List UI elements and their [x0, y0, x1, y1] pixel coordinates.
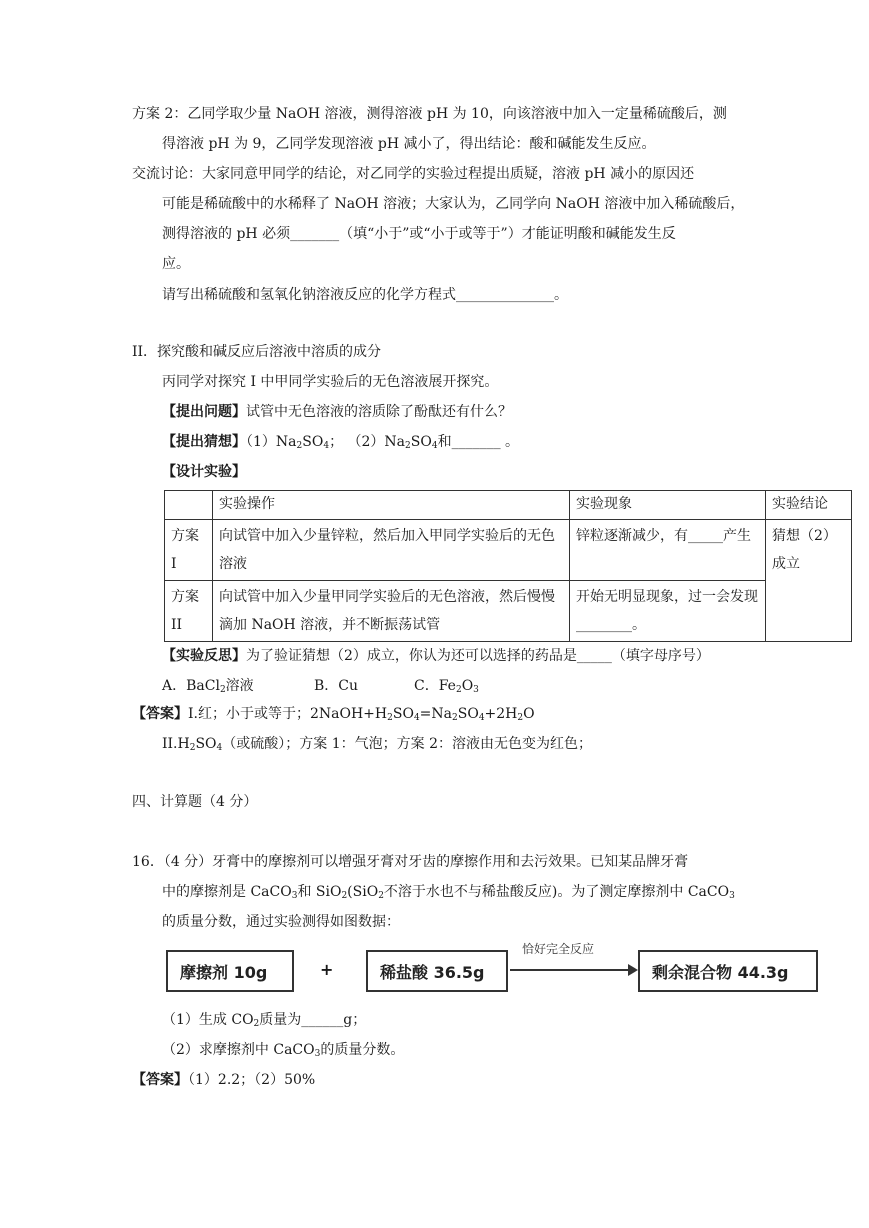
arrow-icon	[510, 962, 640, 978]
answer-1	[132, 704, 535, 724]
reflection-line	[162, 646, 710, 666]
conclusion-cell: 猜想（2）成立	[766, 520, 852, 642]
discussion-line-2: 可能是稀硫酸中的水稀释了 NaOH 溶液；大家认为，乙同学向 NaOH 溶液中加入稀硫酸后，	[162, 196, 745, 212]
table-header-cell	[165, 491, 213, 520]
operation-cell: 向试管中加入少量锌粒，然后加入甲同学实验后的无色溶液	[213, 520, 570, 581]
equation-prompt: 请写出稀硫酸和氢氧化钠溶液反应的化学方程式______________。	[162, 287, 568, 303]
answer-tag: 【答案】	[132, 706, 188, 722]
option-a: A．BaCl$_2$溶液	[162, 678, 254, 695]
section-2-intro: 丙同学对探究 I 中甲同学实验后的无色溶液展开探究。	[162, 374, 499, 390]
q16-line-3: 的质量分数，通过实验测得如图数据：	[162, 914, 400, 930]
plan2-line-1: 方案 2：乙同学取少量 NaOH 溶液，测得溶液 pH 为 10，向该溶液中加入一定量稀硫酸后，测	[132, 106, 727, 122]
reaction-diagram	[160, 938, 830, 1006]
guess-tag: 【提出猜想】	[162, 434, 246, 450]
q16-line-1: 16．（4 分）牙膏中的摩擦剂可以增强牙膏对牙齿的摩擦作用和去污效果。已知某品牌牙膏	[132, 854, 689, 870]
answer-1-text: I.红；小于或等于；$2NaOH+H_2SO_4=Na_2SO_4+2H_2O$	[188, 706, 535, 723]
q16-line-2: 中的摩擦剂是 CaCO$_3$和 SiO$_2$(SiO$_2$不溶于水也不与稀盐酸反应)。为了测定摩擦剂中 CaCO$_3$	[162, 884, 735, 901]
discussion-line-3: 测得溶液的 pH 必须_______（填“小于”或“小于或等于”）才能证明酸和碱能发生反	[162, 226, 676, 242]
answer-3	[132, 1070, 315, 1090]
option-b: B．Cu	[314, 678, 359, 694]
abrasive-box: 摩擦剂 10g	[166, 950, 294, 992]
table-header-cell: 实验现象	[570, 491, 766, 520]
raise-question	[162, 402, 512, 422]
plus-sign: +	[320, 960, 334, 979]
table-row	[165, 581, 852, 642]
raise-question-text: 试管中无色溶液的溶质除了酚酞还有什么？	[246, 404, 512, 420]
section-2-title: II．探究酸和碱反应后溶液中溶质的成分	[132, 344, 382, 360]
guess-line	[162, 432, 519, 452]
guess-1: $(1)Na_2SO_4$；	[246, 434, 344, 451]
reflection-text: 为了验证猜想（2）成立，你认为还可以选择的药品是_____（填字母序号）	[246, 648, 710, 664]
discussion-line-4: 应。	[162, 256, 190, 272]
table-header-cell: 实验操作	[213, 491, 570, 520]
table-row	[165, 520, 852, 581]
operation-cell: 向试管中加入少量甲同学实验后的无色溶液，然后慢慢滴加 NaOH 溶液，并不断振荡试管	[213, 581, 570, 642]
options-line	[162, 676, 479, 696]
remaining-mixture-box: 剩余混合物 44.3g	[638, 950, 818, 992]
answer-tag: 【答案】	[132, 1072, 188, 1088]
plan-cell: 方案 I	[165, 520, 213, 581]
phenomenon-cell: 锌粒逐渐减少，有_____产生	[570, 520, 766, 581]
experiment-table	[164, 490, 852, 642]
raise-question-tag: 【提出问题】	[162, 404, 246, 420]
phenomenon-cell: 开始无明显现象，过一会发现________。	[570, 581, 766, 642]
q16-sub-2: （2）求摩擦剂中 CaCO$_3$的质量分数。	[162, 1042, 405, 1059]
q16-sub-1: （1）生成 $CO_2$质量为______g；	[162, 1012, 367, 1029]
arrow-label: 恰好完全反应	[522, 942, 595, 956]
reflection-tag: 【实验反思】	[162, 648, 246, 664]
plan2-line-2: 得溶液 pH 为 9，乙同学发现溶液 pH 减小了，得出结论：酸和碱能发生反应。	[162, 136, 656, 152]
table-header-cell: 实验结论	[766, 491, 852, 520]
answer-2: $II.H_2SO_4$（或硫酸）；方案 1：气泡；方案 2：溶液由无色变为红色；	[162, 736, 592, 753]
answer-3-text: （1）2.2；（2）50%	[188, 1072, 316, 1088]
table-header-row	[165, 491, 852, 520]
hydrochloric-acid-box: 稀盐酸 36.5g	[366, 950, 508, 992]
guess-2: $(2)Na_2SO_4$和_______ 。	[347, 434, 520, 451]
plan-cell: 方案 II	[165, 581, 213, 642]
discussion-line-1: 交流讨论：大家同意甲同学的结论，对乙同学的实验过程提出质疑，溶液 pH 减小的原因还	[132, 166, 695, 182]
option-c: C．$Fe_2O_3$	[414, 678, 479, 695]
design-experiment-tag: 【设计实验】	[162, 464, 246, 480]
section-4-title: 四、计算题（4 分）	[132, 794, 258, 810]
